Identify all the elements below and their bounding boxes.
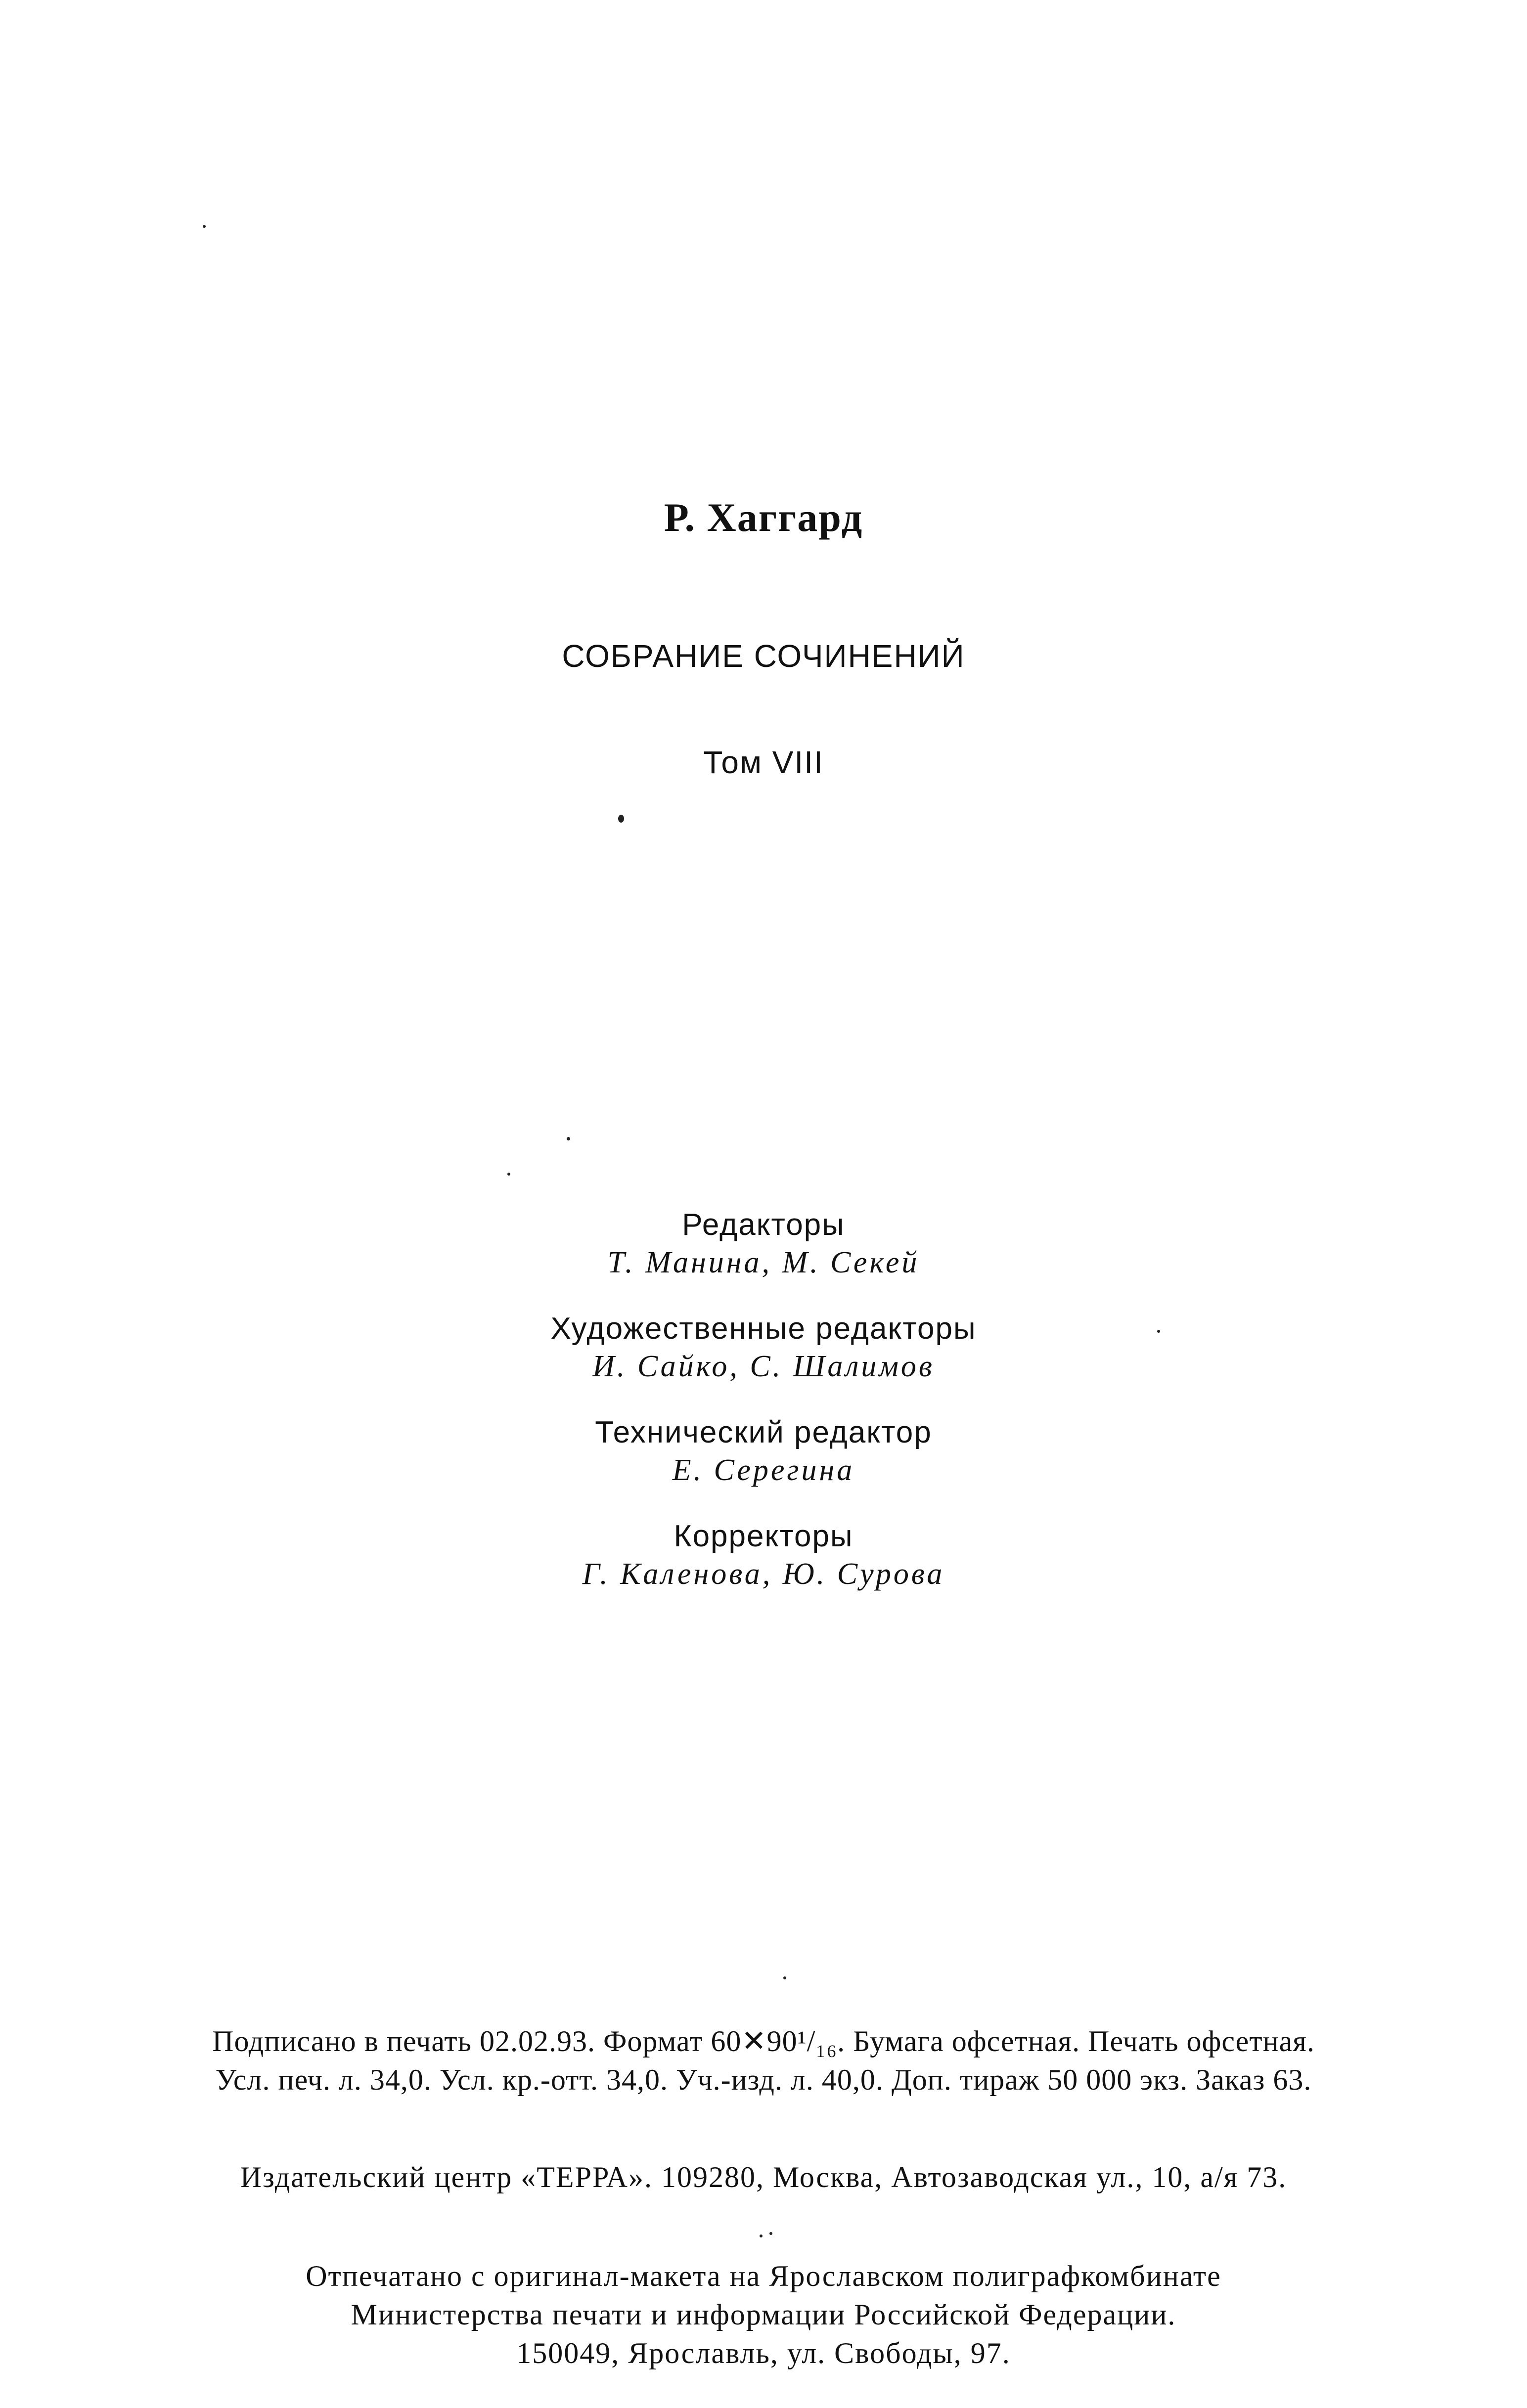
- printer-line-2: Министерства печати и информации Российской Федерации.: [351, 2298, 1176, 2331]
- printer-line-3: 150049, Ярославль, ул. Свободы, 97.: [516, 2337, 1011, 2369]
- credit-role: Технический редактор: [595, 1415, 932, 1449]
- credit-technical-editor: [0, 1414, 1527, 1489]
- scan-speck: [783, 1976, 786, 1979]
- credits-block: [0, 1206, 1527, 1621]
- credit-names: Г. Каленова, Ю. Сурова: [582, 1557, 945, 1591]
- scan-speck: [769, 2232, 772, 2235]
- credit-role: Редакторы: [682, 1208, 845, 1242]
- scan-speck: [618, 815, 624, 823]
- credit-role: Корректоры: [674, 1519, 853, 1553]
- credit-names: Т. Манина, М. Секей: [607, 1246, 920, 1279]
- series-title: СОБРАНИЕ СОЧИНЕНИЙ: [562, 638, 965, 674]
- publisher-address: Издательский центр «ТЕРРА». 109280, Москва, Автозаводская ул., 10, а/я 73.: [240, 2161, 1287, 2193]
- volume-number: Том VIII: [703, 744, 824, 780]
- credit-art-editors: [0, 1310, 1527, 1385]
- scan-speck: [760, 2234, 763, 2237]
- scan-speck: [203, 225, 206, 228]
- credit-proofreaders: [0, 1518, 1527, 1593]
- imprint-line-1: Подписано в печать 02.02.93. Формат 60✕90¹/₁₆. Бумага офсетная. Печать офсетная.: [212, 2025, 1315, 2058]
- credit-role: Художественные редакторы: [550, 1312, 977, 1346]
- scan-speck: [567, 1137, 570, 1140]
- credit-names: Е. Серегина: [672, 1453, 855, 1487]
- imprint-line-2: Усл. печ. л. 34,0. Усл. кр.-отт. 34,0. Уч.-изд. л. 40,0. Доп. тираж 50 000 экз. Заказ 63.: [215, 2063, 1312, 2096]
- credit-editors: [0, 1206, 1527, 1281]
- printer-line-1: Отпечатано с оригинал-макета на Ярославском полиграфкомбинате: [306, 2260, 1221, 2292]
- scan-speck: [507, 1173, 510, 1176]
- author-name: Р. Хаггард: [664, 495, 863, 540]
- credit-names: И. Сайко, С. Шалимов: [592, 1350, 935, 1383]
